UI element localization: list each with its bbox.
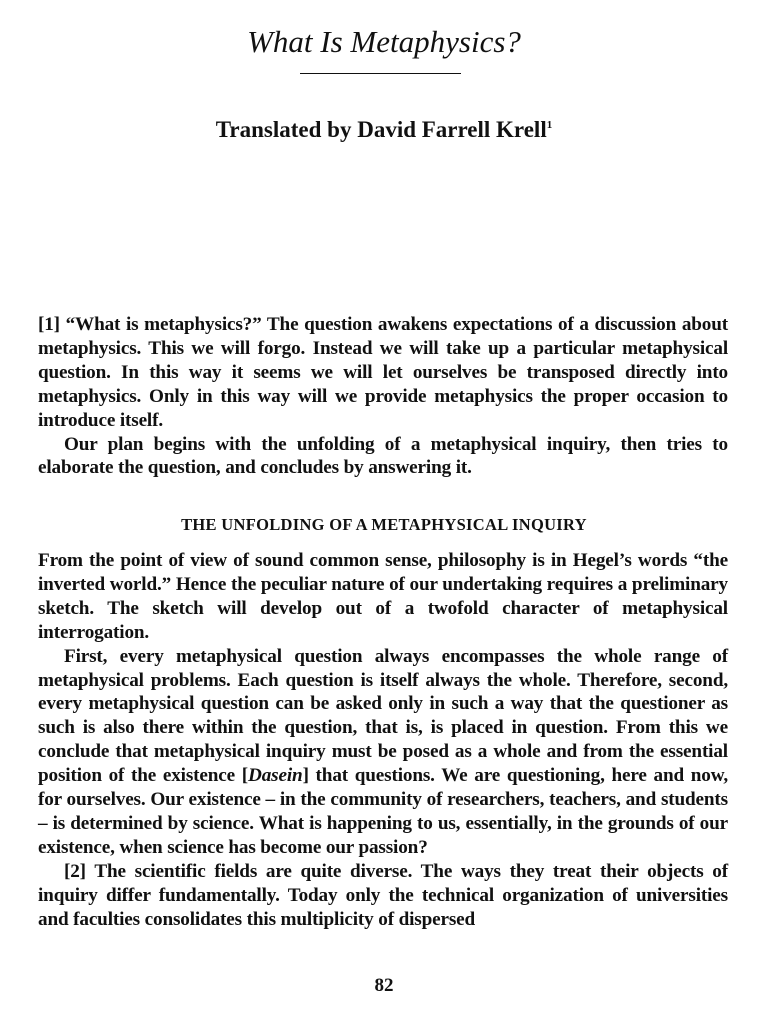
paragraph-text-before: First, every metaphysical question always encompasses the whole range of metaphysical problems. Each question is itself always the whole. Therefore, second, every metaphysical question can be asked only in such a way that the questioner as such is also there within the question, that is, is placed in question. From this we conclude that metaphysical inquiry must be posed as a whole and from the essential position of the existence [ xyxy=(38,645,728,787)
paragraph-text-after: ] that questions. We are questioning, here and now, for ourselves. Our existence – in the community of researchers, teachers, and students – is determined by science. What is happening to us, essentially, in the grounds of our existence, when science has become our passion? xyxy=(38,765,729,858)
section-paragraph-1: From the point of view of sound common sense, philosophy is in Hegel’s words “the inverted world.” Hence the peculiar nature of our undertaking requires a preliminary sketch. The sketch will develop out of a twofold character of metaphysical interrogation. xyxy=(38,550,728,643)
intro-text xyxy=(38,313,728,480)
section-paragraph-3 xyxy=(38,860,728,932)
title-rule xyxy=(300,73,461,74)
footnote-marker: 1 xyxy=(546,119,553,131)
section-heading: THE UNFOLDING OF A METAPHYSICAL INQUIRY xyxy=(181,515,587,534)
dasein-term: Dasein xyxy=(248,765,303,787)
paragraph-number: [1] xyxy=(38,314,60,335)
chapter-title: What Is Metaphysics? xyxy=(247,24,521,59)
page-number: 82 xyxy=(374,975,394,996)
paragraph-text: “What is metaphysics?” The question awakens expectations of a discussion about metaphysics. This we will forgo. Instead we will take up a particular metaphysical question. In this way it seems we will let ourselves be transposed directly into metaphysics. Only in this way will we provide metaphysics the proper occasion to introduce itself. xyxy=(38,314,728,431)
paragraph-number: [2] xyxy=(64,860,86,882)
paragraph-2: Our plan begins with the unfolding of a metaphysical inquiry, then tries to elaborate the question, and concludes by answering it. xyxy=(38,433,728,479)
section-paragraph-2 xyxy=(38,645,728,860)
paragraph-text: The scientific fields are quite diverse. The ways they treat their objects of inquiry differ fundamentally. Today only the technical organization of universities and faculties consolidates this multiplicity of dispersed xyxy=(38,860,728,930)
translator-credit xyxy=(0,110,768,145)
translator-line: Translated by David Farrell Krell xyxy=(215,117,547,142)
section-text xyxy=(38,549,728,932)
paragraph-1 xyxy=(38,313,728,433)
